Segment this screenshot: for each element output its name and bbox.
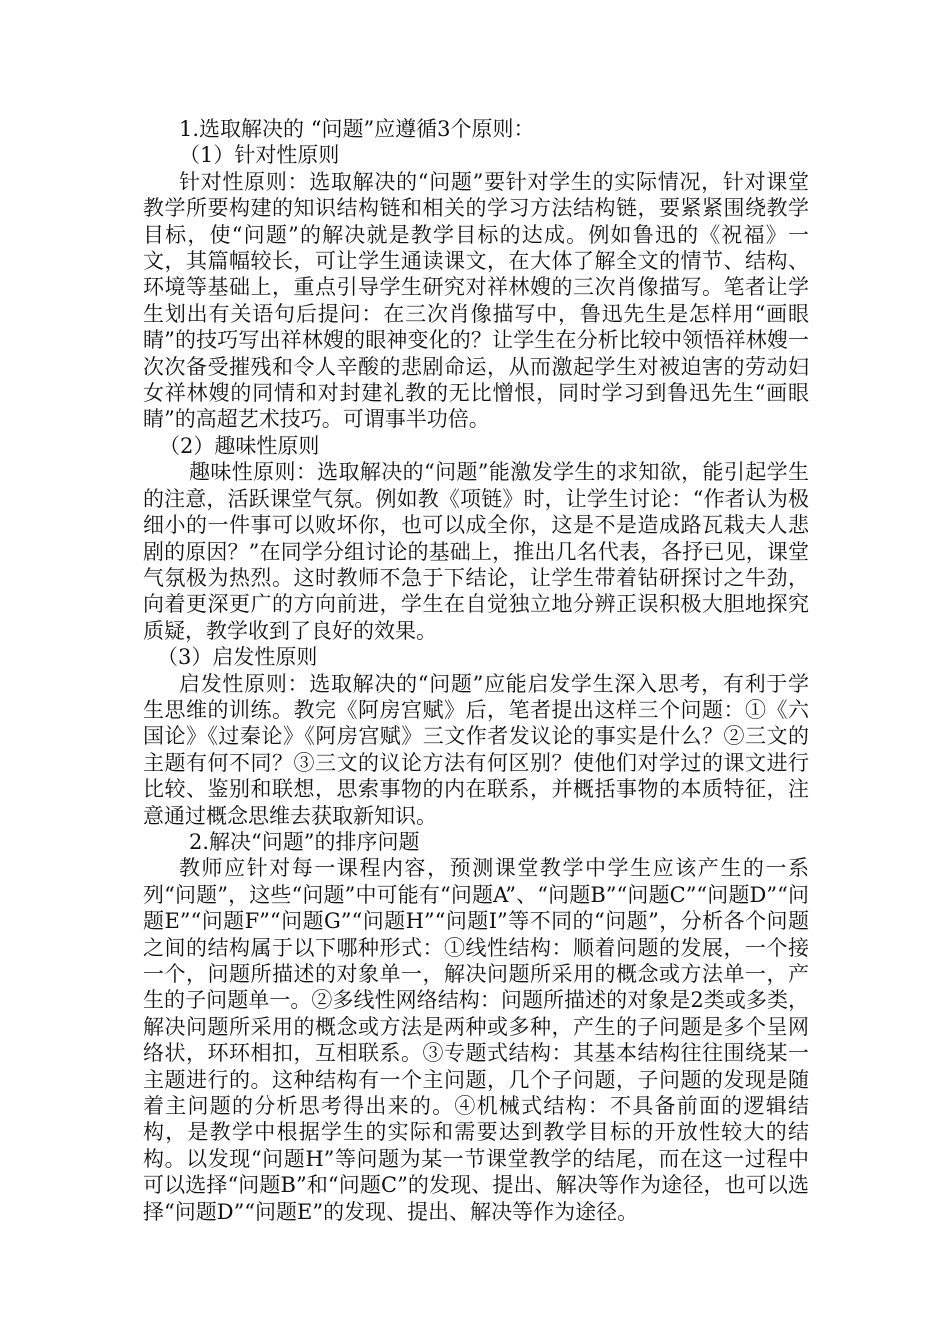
- subheading-heuristic-principle: （3）启发性原则: [157, 645, 318, 670]
- paragraph-targeted-principle: 针对性原则：选取解决的“问题”要针对学生的实际情况，针对课堂教学所要构建的知识结构链和相关的学习方法结构链，要紧紧围绕教学目标，使“问题”的解决就是教学目标的达成。例如鲁迅的《祝福》一文，其篇幅较长，可让学生通读课文，在大体了解全文的情节、结构、环境等基础上，重点引导学生研究对祥林嫂的三次肖像描写。笔者让学生划出有关语句后提问：在三次肖像描写中，鲁迅先生是怎样用“画眼睛”的技巧写出祥林嫂的眼神变化的？让学生在分析比较中领悟祥林嫂一次次备受摧残和令人辛酸的悲剧命运，从而激起学生对被迫害的劳动妇女祥林嫂的同情和对封建礼教的无比憎恨，同时学习到鲁迅先生“画眼睛”的高超艺术技巧。可谓事半功倍。: [143, 169, 809, 432]
- section-heading-1: 1.选取解决的 “问题”应遵循3个原则：: [179, 117, 535, 141]
- paragraph-heuristic-principle: 启发性原则：选取解决的“问题”应能启发学生深入思考，有利于学生思维的训练。教完《阿房宫赋》后，笔者提出这样三个问题：①《六国论》《过秦论》《阿房宫赋》三文作者发议论的事实是什么？②三文的主题有何不同？③三文的议论方法有何区别？使他们对学过的课文进行比较、鉴别和联想，思索事物的内在联系，并概括事物的本质特征，注意通过概念思维去获取新知识。: [143, 671, 809, 828]
- paragraph-interest-principle: 趣味性原则：选取解决的“问题”能激发学生的求知欲，能引起学生的注意，活跃课堂气氛。例如教《项链》时，让学生讨论：“作者认为极细小的一件事可以败坏你，也可以成全你，这是不是造成路瓦栽夫人悲剧的原因？”在同学分组讨论的基础上，推出几名代表，各抒已见，课堂气氛极为热烈。这时教师不急于下结论，让学生带着钻研探讨之牛劲，向着更深更广的方向前进，学生在自觉独立地分辨正误积极大胆地探究质疑，教学收到了良好的效果。: [143, 460, 809, 643]
- subheading-interest-principle: （2）趣味性原则: [159, 433, 320, 458]
- paragraph-problem-ordering: 教师应针对每一课程内容，预测课堂教学中学生应该产生的一系列“问题”，这些“问题”中可能有“问题A”、“问题B”“问题C”“问题D”“问题E”“问题F”“问题G”“问题H”“问题I”等不同的“问题”，分析各个问题之间的结构属于以下哪种形式：①线性结构：顺着问题的发展，一个接一个，问题所描述的对象单一，解决问题所采用的概念或方法单一，产生的子问题单一。②多线性网络结构：问题所描述的对象是2类或多类，解决问题所采用的概念或方法是两种或多种，产生的子问题是多个呈网络状，环环相扣，互相联系。③专题式结构：其基本结构往往围绕某一主题进行的。这种结构有一个主问题，几个子问题，子问题的发现是随着主问题的分析思考得出来的。④机械式结构：不具备前面的逻辑结构，是教学中根据学生的实际和需要达到教学目标的开放性较大的结构。以发现“问题H”等问题为某一节课堂教学的结尾，而在这一过程中可以选择“问题B”和“问题C”的发现、提出、解决等作为途径，也可以选择“问题D”“问题E”的发现、提出、解决等作为途径。: [143, 856, 809, 1224]
- subheading-targeted-principle: （1）针对性原则: [179, 143, 340, 168]
- document-body: [143, 116, 809, 1225]
- section-heading-2: 2.解决“问题”的排序问题: [189, 829, 420, 854]
